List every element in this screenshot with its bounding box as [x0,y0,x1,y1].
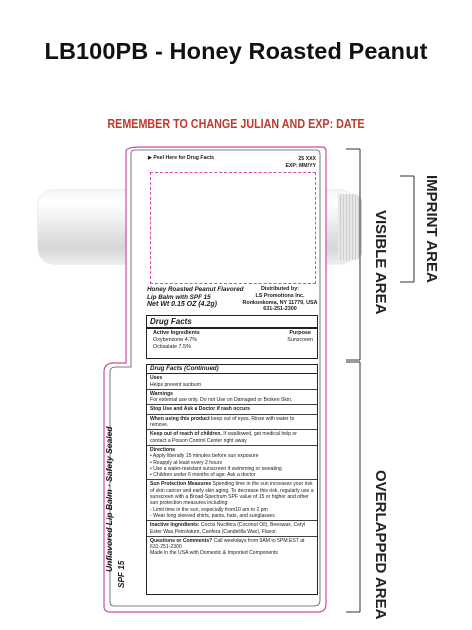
sun-text: Spending time in the sun increases your risk of skin cancer and early skin aging. To decrease this risk, regularly use a sunscreen with a Broad-Spectrum SPF value of 15 or higher and other sun protection measures including: [150,481,314,507]
exp-date: EXP: MM/YY [285,163,316,169]
product-name [147,286,247,309]
drug-facts-continued-panel [146,364,318,595]
uses-text: Helps prevent sunburn [150,381,202,388]
ingredient-1: Oxybenzone 4.7% [153,337,198,343]
dist-line-1: Distributed by: [260,286,300,292]
warnings-section [147,390,317,406]
when-using-title: When using this product [150,415,210,422]
uses-section [147,374,317,390]
drug-facts-panel [146,315,318,359]
warnings-title: Warnings [150,390,174,397]
inactive-title: Inactive Ingredients: [150,522,200,529]
page-title: LB100PB - Honey Roasted Peanut [44,38,428,64]
reminder-text: REMEMBER TO CHANGE JULIAN AND EXP: DATE [107,117,365,131]
when-using-text: keep out of eyes. Rinse with water to remove. [150,415,295,429]
vertical-spf-text: SPF 15 [117,560,126,588]
sun-bullet: - Wear long sleeved shirts, pants, hats, and sunglasses [150,512,275,519]
keep-out-title: Keep out of reach of children. [150,431,222,438]
purpose-label: Purpose [289,330,311,336]
ingredient-2: Octisalate 7.5% [153,344,191,350]
direction-item: • Use a water-resistant sunscreen if swimming or sweating [150,465,282,472]
made-in-text: Made in the USA with Domestic & Imported Components [150,550,278,557]
dist-line-3: Ronkonkoma, NY 11779, USA [242,299,318,306]
vertical-product-text: Unflavored Lip Balm · Safety Sealed [104,426,114,572]
drug-facts-header: Drug Facts [147,316,317,329]
direction-item: • Apply liberally 15 minutes before sun exposure [150,453,259,460]
drug-facts-continued-header: Drug Facts (Continued) [147,365,317,374]
questions-title: Questions or Comments? [150,537,213,544]
lot-exp [262,156,316,170]
sun-title: Sun Protection Measures [150,481,212,488]
keep-out-text: If swallowed, get medical help or contact a Poison Control Center right away [150,431,297,444]
net-weight: Net Wt 0.15 OZ (4.2g) [147,301,218,309]
dist-line-2: LS Promotions Inc. [255,292,305,299]
questions-text: Call weekdays from 9AM to 5PM EST at 631-251-2300 [150,537,305,551]
directions-title: Directions [150,446,175,453]
purpose-1: Sunscreen [287,337,313,343]
sun-protection-section [147,480,317,521]
stop-use-section: Stop Use and Ask a Doctor if rash occurs [147,405,317,414]
directions-section [147,446,317,480]
questions-section [147,537,317,558]
warnings-text: For external use only. Do not Use on Damaged or Broken Skin. [150,397,293,404]
lot-code: 25 XXX [298,156,316,162]
peel-here-text: ▶ Peel Here for Drug Facts [148,155,214,161]
sun-bullet: - Limit time in the sun, especially from10 am to 2 pm [150,506,268,513]
inactive-section [147,521,317,537]
dist-phone: 631-251-2300 [263,306,297,313]
direction-item: • Children under 6 months of age: Ask a doctor [150,472,256,479]
direction-item: • Reapply at least every 2 hours [150,459,223,466]
inactive-text: Cocos Nucifera (Coconut Oil), Beeswax, Cetyl Ester Wax,Petrolatum, Canfera (Candelilla Wax), Flavor. [150,522,306,535]
overlapped-area-label: OVERLAPPED AREA [372,470,389,620]
when-using-section [147,415,317,431]
visible-area-label: VISIBLE AREA [372,210,389,315]
imprint-area-box [150,172,316,284]
active-ingredients-label: Active Ingredients [153,330,200,336]
imprint-area-label: IMPRINT AREA [423,175,440,283]
keep-out-section [147,430,317,446]
product-line-2: Lip Balm with SPF 15 [147,293,211,301]
uses-title: Uses [150,375,163,382]
distributor [240,286,320,313]
product-line-1: Honey Roasted Peanut Flavored [147,286,244,293]
